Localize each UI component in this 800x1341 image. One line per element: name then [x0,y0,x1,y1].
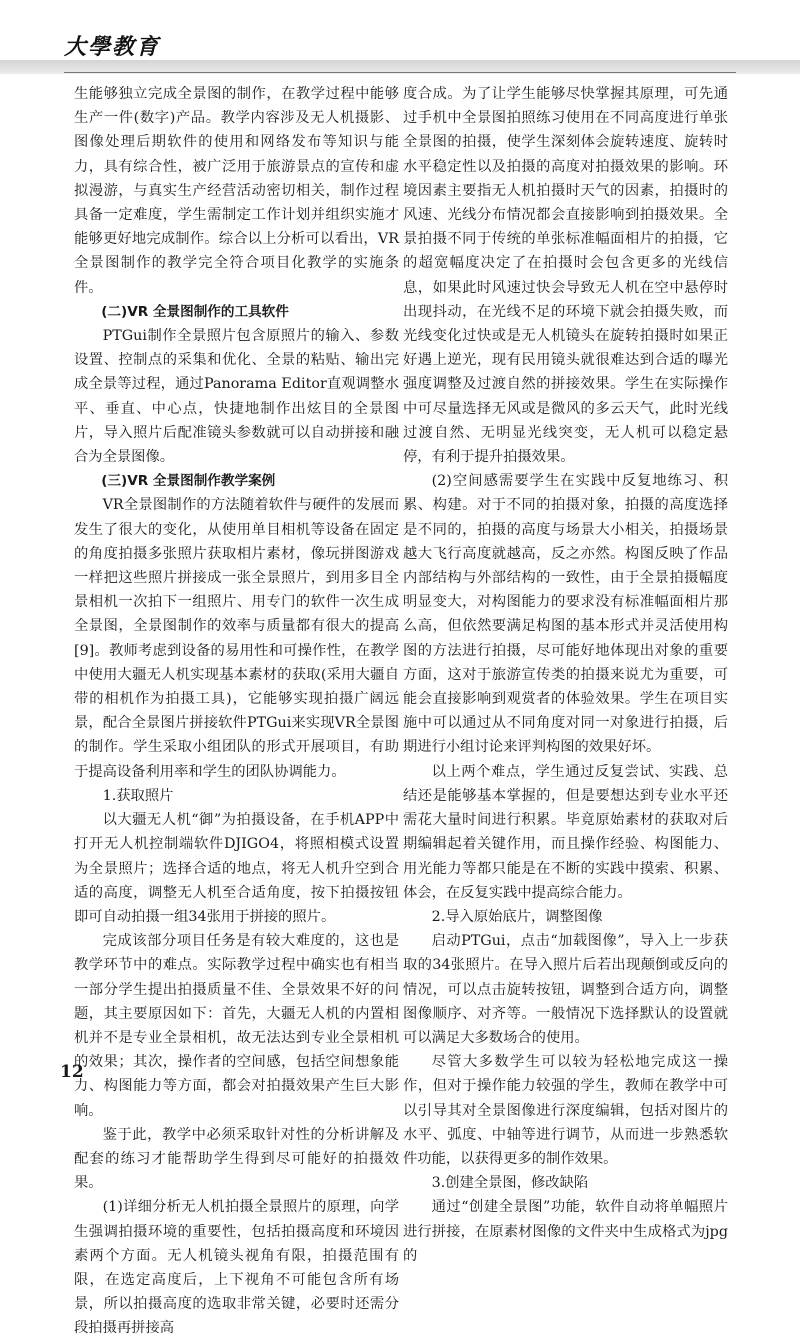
paragraph: 尽管大多数学生可以较为轻松地完成这一操作，但对于操作能力较强的学生，教师在教学中可以引导其对全景图像进行深度编辑，包括对图片的水平、弧度、中轴等进行调节，从而进一步熟悉软件功能，以获得更多的制作效果。 [403,1054,728,1167]
subsection-heading: 3.创建全景图，修改缺陷 [431,1175,589,1192]
paragraph: (2)空间感需要学生在实践中反复地练习、积累、构建。对于不同的拍摄对象，拍摄的高度选择是不同的，拍摄的高度与场景大小相关，拍摄场景越大飞行高度就越高，反之亦然。构图反映了作品内部结构与外部结构的一致性，由于全景拍摄幅度明显变大，对构图能力的要求没有标准幅面相片那么高，但依然要满足构图的基本形式并灵活使用构图的方法进行拍摄，尽可能好地体现出对象的重要方面，这对于旅游宣传类的拍摄来说尤为重要，可能会直接影响到观赏者的体验效果。学生在项目实施中可以通过从不同角度对同一对象进行拍摄，后期进行小组讨论来评判构图的效果好坏。 [403,473,728,756]
left-column [74,82,399,1341]
paragraph: 以大疆无人机“御”为拍摄设备，在手机APP中打开无人机控制端软件DJIGO4，将照相模式设置为全景照片；选择合适的地点，将无人机升空到合适的高度，调整无人机至合适角度，按下拍摄按钮即可自动拍摄一组34张用于拼接的照片。 [74,812,399,925]
section-heading: (三)VR 全景图制作教学案例 [101,473,276,490]
paragraph: 鉴于此，教学中必须采取针对性的分析讲解及配套的练习才能帮助学生得到尽可能好的拍摄效果。 [74,1126,399,1192]
paragraph: 以上两个难点，学生通过反复尝试、实践、总结还是能够基本掌握的，但是要想达到专业水平还需花大量时间进行积累。毕竟原始素材的获取对后期编辑起着关键作用，而且操作经验、构图能力、用光能力等都只能是在不断的实践中摸索、积累、体会，在反复实践中提高综合能力。 [403,763,728,901]
subsection-heading: 1.获取照片 [102,787,174,804]
paragraph: 通过“创建全景图”功能，软件自动将单幅照片进行拼接，在原素材图像的文件夹中生成格式为jpg的 [403,1199,728,1264]
paragraph: 启动PTGui，点击“加载图像”，导入上一步获取的34张照片。在导入照片后若出现颠倒或反向的情况，可以点击旋转按钮，调整到合适方向，调整图像顺序、对齐等。一般情况下选择默认的设置就可以满足大多数场合的使用。 [403,933,728,1046]
paragraph: 完成该部分项目任务是有较大难度的，这也是教学环节中的难点。实际教学过程中确实也有相当一部分学生提出拍摄质量不佳、全景效果不好的问题，其主要原因如下：首先，大疆无人机的内置相机并不是专业全景相机，故无法达到专业全景相机的效果；其次，操作者的空间感，包括空间想象能力、构图能力等方面，都会对拍摄效果产生巨大影响。 [74,933,399,1119]
right-column [403,82,728,1268]
page-number: 12 [60,1062,84,1082]
paragraph: 度合成。为了让学生能够尽快掌握其原理，可先通过手机中全景图拍照练习使用在不同高度进行单张全景图的拍摄，使学生深刻体会旋转速度、旋转时水平稳定性以及拍摄的高度对拍摄效果的影响。环境因素主要指无人机拍摄时天气的因素，拍摄时的风速、光线分布情况都会直接影响到拍摄效果。全景拍摄不同于传统的单张标准幅面相片的拍摄，它的超宽幅度决定了在拍摄时会包含更多的光线信息，如果此时风速过快会导致无人机在空中悬停时出现抖动，在光线不足的环境下就会拍摄失败，而光线变化过快或是无人机镜头在旋转拍摄时如果正好遇上逆光，现有民用镜头就很难达到合适的曝光强度调整及过渡自然的拼接效果。学生在实际操作中可尽量选择无风或是微风的多云天气，此时光线过渡自然、无明显光线突变，无人机可以稳定悬停，有利于提升拍摄效果。 [403,86,728,466]
paragraph: (1)详细分析无人机拍摄全景照片的原理，向学生强调拍摄环境的重要性，包括拍摄高度和环境因素两个方面。无人机镜头视角有限，拍摄范围有限，在选定高度后，上下视角不可能包含所有场景，所以拍摄高度的选取非常关键，必要时还需分段拍摄再拼接高 [74,1199,399,1337]
paragraph: VR全景图制作的方法随着软件与硬件的发展而发生了很大的变化，从使用单目相机等设备在固定的角度拍摄多张照片获取相片素材，像玩拼图游戏一样把这些照片拼接成一张全景照片，到用多目全景相机一次拍下一组照片、用专门的软件一次生成全景图，全景图制作的效率与质量都有很大的提高[9]。教师考虑到设备的易用性和可操作性，在教学中使用大疆无人机实现基本素材的获取(采用大疆自带的相机作为拍摄工具)，它能够实现拍摄广阔远景，配合全景图片拼接软件PTGui来实现VR全景图的制作。学生采取小组团队的形式开展项目，有助于提高设备利用率和学生的团队协调能力。 [74,497,399,780]
paragraph: PTGui制作全景照片包含原照片的输入、参数设置、控制点的采集和优化、全景的粘贴、输出完成全景等过程，通过Panorama Editor直观调整水平、垂直、中心点，快捷地制作出炫目的全景图片，导入照片后配准镜头参数就可以自动拼接和融合为全景图像。 [74,328,399,466]
paragraph: 生能够独立完成全景图的制作，在教学过程中能够生产一件(数字)产品。教学内容涉及无人机摄影、图像处理后期软件的使用和网络发布等知识与能力，具有综合性，被广泛用于旅游景点的宣传和虚拟漫游，与真实生产经营活动密切相关，制作过程具备一定难度，学生需制定工作计划并组织实施才能够更好地完成制作。综合以上分析可以看出，VR全景图制作的教学完全符合项目化教学的实施条件。 [74,86,399,296]
journal-logo: 大學教育 [64,34,161,60]
header-rule [64,72,736,73]
subsection-heading: 2.导入原始底片，调整图像 [431,908,603,925]
section-heading: (二)VR 全景图制作的工具软件 [101,303,289,320]
